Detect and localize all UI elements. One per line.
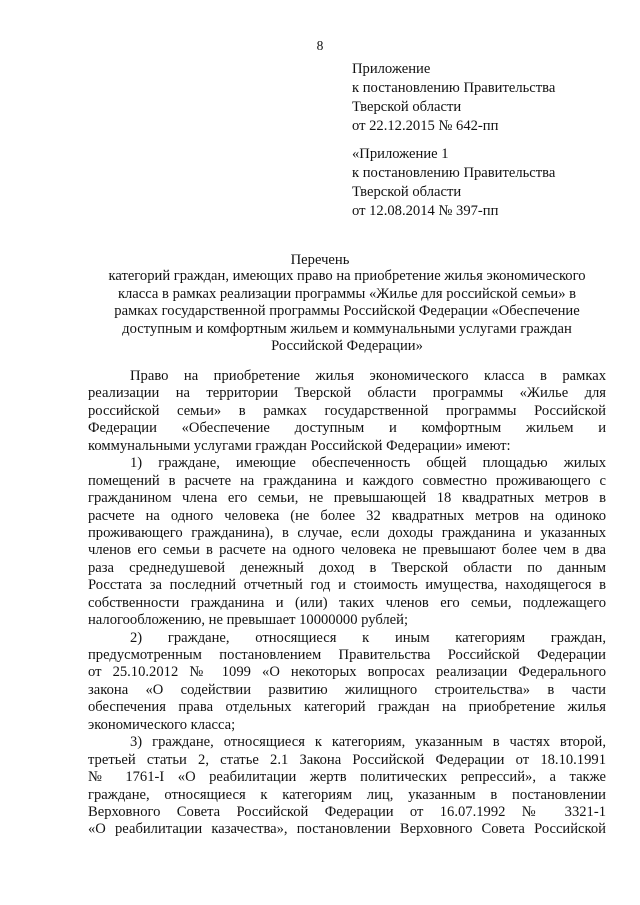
body-line: № 1761-I «О реабилитации жертв политических репрессий», а также: [88, 769, 606, 786]
body-line: обеспечения права отдельных категорий граждан на приобретение жилья: [88, 699, 606, 716]
annex-line: к постановлению Правительства: [352, 80, 556, 96]
subtitle-line: категорий граждан, имеющих право на приобретение жилья экономического: [108, 268, 586, 284]
body-line: Верховного Совета Российской Федерации от 16.07.1992 № 3321-1: [88, 803, 606, 820]
body-line: экономического класса;: [88, 716, 236, 733]
body-line: от 25.10.2012 № 1099 «О некоторых вопросах реализации Федерального: [88, 664, 606, 681]
body-line: «О реабилитации казачества», постановлении Верховного Совета Российской: [88, 821, 606, 838]
body-line: помещений в расчете на гражданина и каждого совместно проживающего с: [88, 472, 606, 489]
body-paragraph: [88, 368, 606, 455]
subtitle-line: класса в рамках реализации программы «Жилье для российской семьи» в: [117, 285, 577, 302]
annex-line: Приложение: [352, 61, 431, 77]
body-line: 2) граждане, относящиеся к иным категориям граждан,: [130, 629, 606, 646]
body-line: закона «О содействии развитию жилищного строительства» в части: [88, 681, 606, 698]
body-line: третьей статьи 2, статье 2.1 Закона Российской Федерации от 18.10.1991: [88, 751, 606, 768]
annex-line: от 12.08.2014 № 397-пп: [352, 203, 499, 219]
body-line: коммунальными услугами граждан Российской Федерации» имеют:: [88, 437, 511, 454]
body-line: граждане, относящиеся к категориям лиц, указанным в постановлении: [88, 786, 606, 803]
subtitle-line: рамках государственной программы Российской Федерации «Обеспечение: [114, 303, 580, 319]
body-line: предусмотренным постановлением Правительства Российской Федерации: [88, 647, 606, 663]
body-line: Право на приобретение жилья экономического класса в рамках: [130, 368, 606, 384]
annex-line: от 22.12.2015 № 642-пп: [352, 118, 499, 134]
annex-line: Тверской области: [352, 99, 462, 115]
annex-line: Тверской области: [352, 184, 462, 200]
body-line: российской семьи» в рамках государственной программы Российской: [88, 402, 606, 419]
body-line: Росстата за последний отчетный год и стоимость имущества, находящегося в: [88, 577, 606, 594]
subtitle-line: доступным и комфортным жильем и коммунальными услугами граждан: [122, 320, 572, 337]
annex-header-current: [352, 60, 612, 136]
subtitle-line: Российской Федерации»: [271, 338, 423, 354]
body-paragraph: [88, 734, 606, 839]
document-body: [88, 368, 606, 839]
annex-line: к постановлению Правительства: [352, 165, 556, 181]
body-line: собственности гражданина и (или) таких членов его семьи, подлежащего: [88, 594, 606, 611]
body-line: раза среднедушевой денежный доход в Тверской области по данным: [88, 559, 606, 576]
body-line: гражданином члена его семьи, не превышающей 18 квадратных метров в: [88, 490, 606, 507]
body-line: 1) граждане, имеющие обеспеченность общей площадью жилых: [130, 455, 606, 472]
body-line: проживающего гражданина), в случае, если доходы гражданина и указанных: [88, 524, 606, 541]
body-line: 3) граждане, относящиеся к категориям, указанным в частях второй,: [130, 734, 606, 751]
document-subtitle: [88, 268, 606, 356]
body-line: членов его семьи в расчете на одного человека не превышают более чем в два: [88, 542, 606, 559]
body-paragraph: [88, 630, 606, 735]
body-line: Федерации «Обеспечение доступным и комфортным жильем и: [88, 420, 606, 437]
body-line: расчете на одного человека (не более 32 квадратных метров на одиноко: [88, 507, 606, 524]
document-title: Перечень: [290, 252, 350, 268]
body-line: реализации на территории Тверской области программы «Жилье для: [88, 385, 606, 402]
annex-header-original: [352, 145, 612, 221]
page-number: 8: [316, 38, 324, 53]
body-line: налогообложению, не превышает 10000000 рублей;: [88, 612, 409, 629]
annex-line: «Приложение 1: [352, 146, 449, 162]
body-paragraph: [88, 455, 606, 629]
